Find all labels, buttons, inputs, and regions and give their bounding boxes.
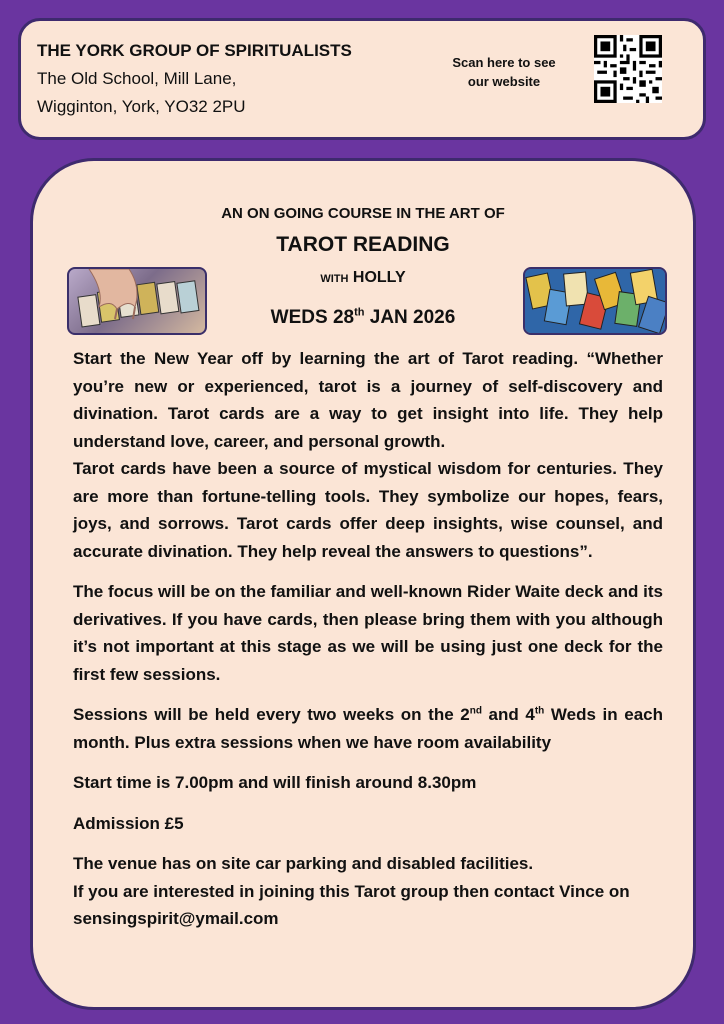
sessions-text-c: Weds in each month. Plus extra sessions when we have room availability (73, 705, 663, 752)
paragraph-sessions (73, 701, 663, 756)
address-line-2: Wigginton, York, YO32 2PU (37, 97, 246, 116)
course-title: TAROT READING (276, 233, 450, 256)
paragraph-deck: The focus will be on the familiar and well-known Rider Waite deck and its derivatives. If you have cards, then please bring them with you although it’s not important at this stage as we will be using just one deck for the first few sessions. (73, 582, 663, 684)
tarot-hand-illustration (69, 269, 205, 333)
main-content-box (30, 158, 696, 1010)
qr-code-icon[interactable] (594, 35, 662, 103)
paragraph-venue: The venue has on site car parking and disabled facilities. (73, 854, 534, 873)
address-line-1: The Old School, Mill Lane, (37, 69, 237, 88)
sessions-text-b: and 4 (481, 705, 535, 724)
paragraph-wisdom: Tarot cards have been a source of mystical wisdom for centuries. They are more than fortune-telling tools. They symbolize our hopes, fears, joys, and sorrows. Tarot cards offer deep insights, wise counsel, and accurate divination. They help reveal the answers to questions”. (73, 459, 663, 561)
sessions-text-a: Sessions will be held every two weeks on the 2 (73, 705, 470, 724)
instructor-name: HOLLY (352, 269, 406, 286)
scan-text (439, 53, 569, 91)
org-name: THE YORK GROUP OF SPIRITUALISTS (37, 41, 352, 60)
course-description (73, 345, 663, 933)
tarot-cards-illustration (525, 269, 665, 333)
paragraph-intro: Start the New Year off by learning the art of Tarot reading. “Whether you’re new or experienced, tarot is a journey of self-discovery and divination. Tarot cards are a way to get insight into life. They help understand love, career, and personal growth. (73, 349, 663, 451)
paragraph-admission: Admission £5 (73, 813, 184, 833)
with-label: WITH (320, 273, 349, 285)
date-sup: th (354, 306, 365, 319)
scan-line-1: Scan here to see (452, 55, 556, 70)
date-prefix: WEDS 28 (270, 307, 355, 328)
scan-line-2: our website (467, 74, 541, 89)
tarot-cards-photo (523, 267, 667, 335)
date-suffix: JAN 2026 (364, 307, 456, 328)
sessions-sup-1: nd (469, 705, 482, 717)
paragraph-time: Start time is 7.00pm and will finish around 8.30pm (73, 773, 477, 792)
tarot-hand-photo (67, 267, 207, 335)
course-intro: AN ON GOING COURSE IN THE ART OF (221, 205, 505, 222)
header-box (18, 18, 706, 140)
paragraph-contact: If you are interested in joining this Tarot group then contact Vince on sensingspirit@ymail.com (73, 881, 630, 928)
sessions-sup-2: th (534, 705, 545, 717)
